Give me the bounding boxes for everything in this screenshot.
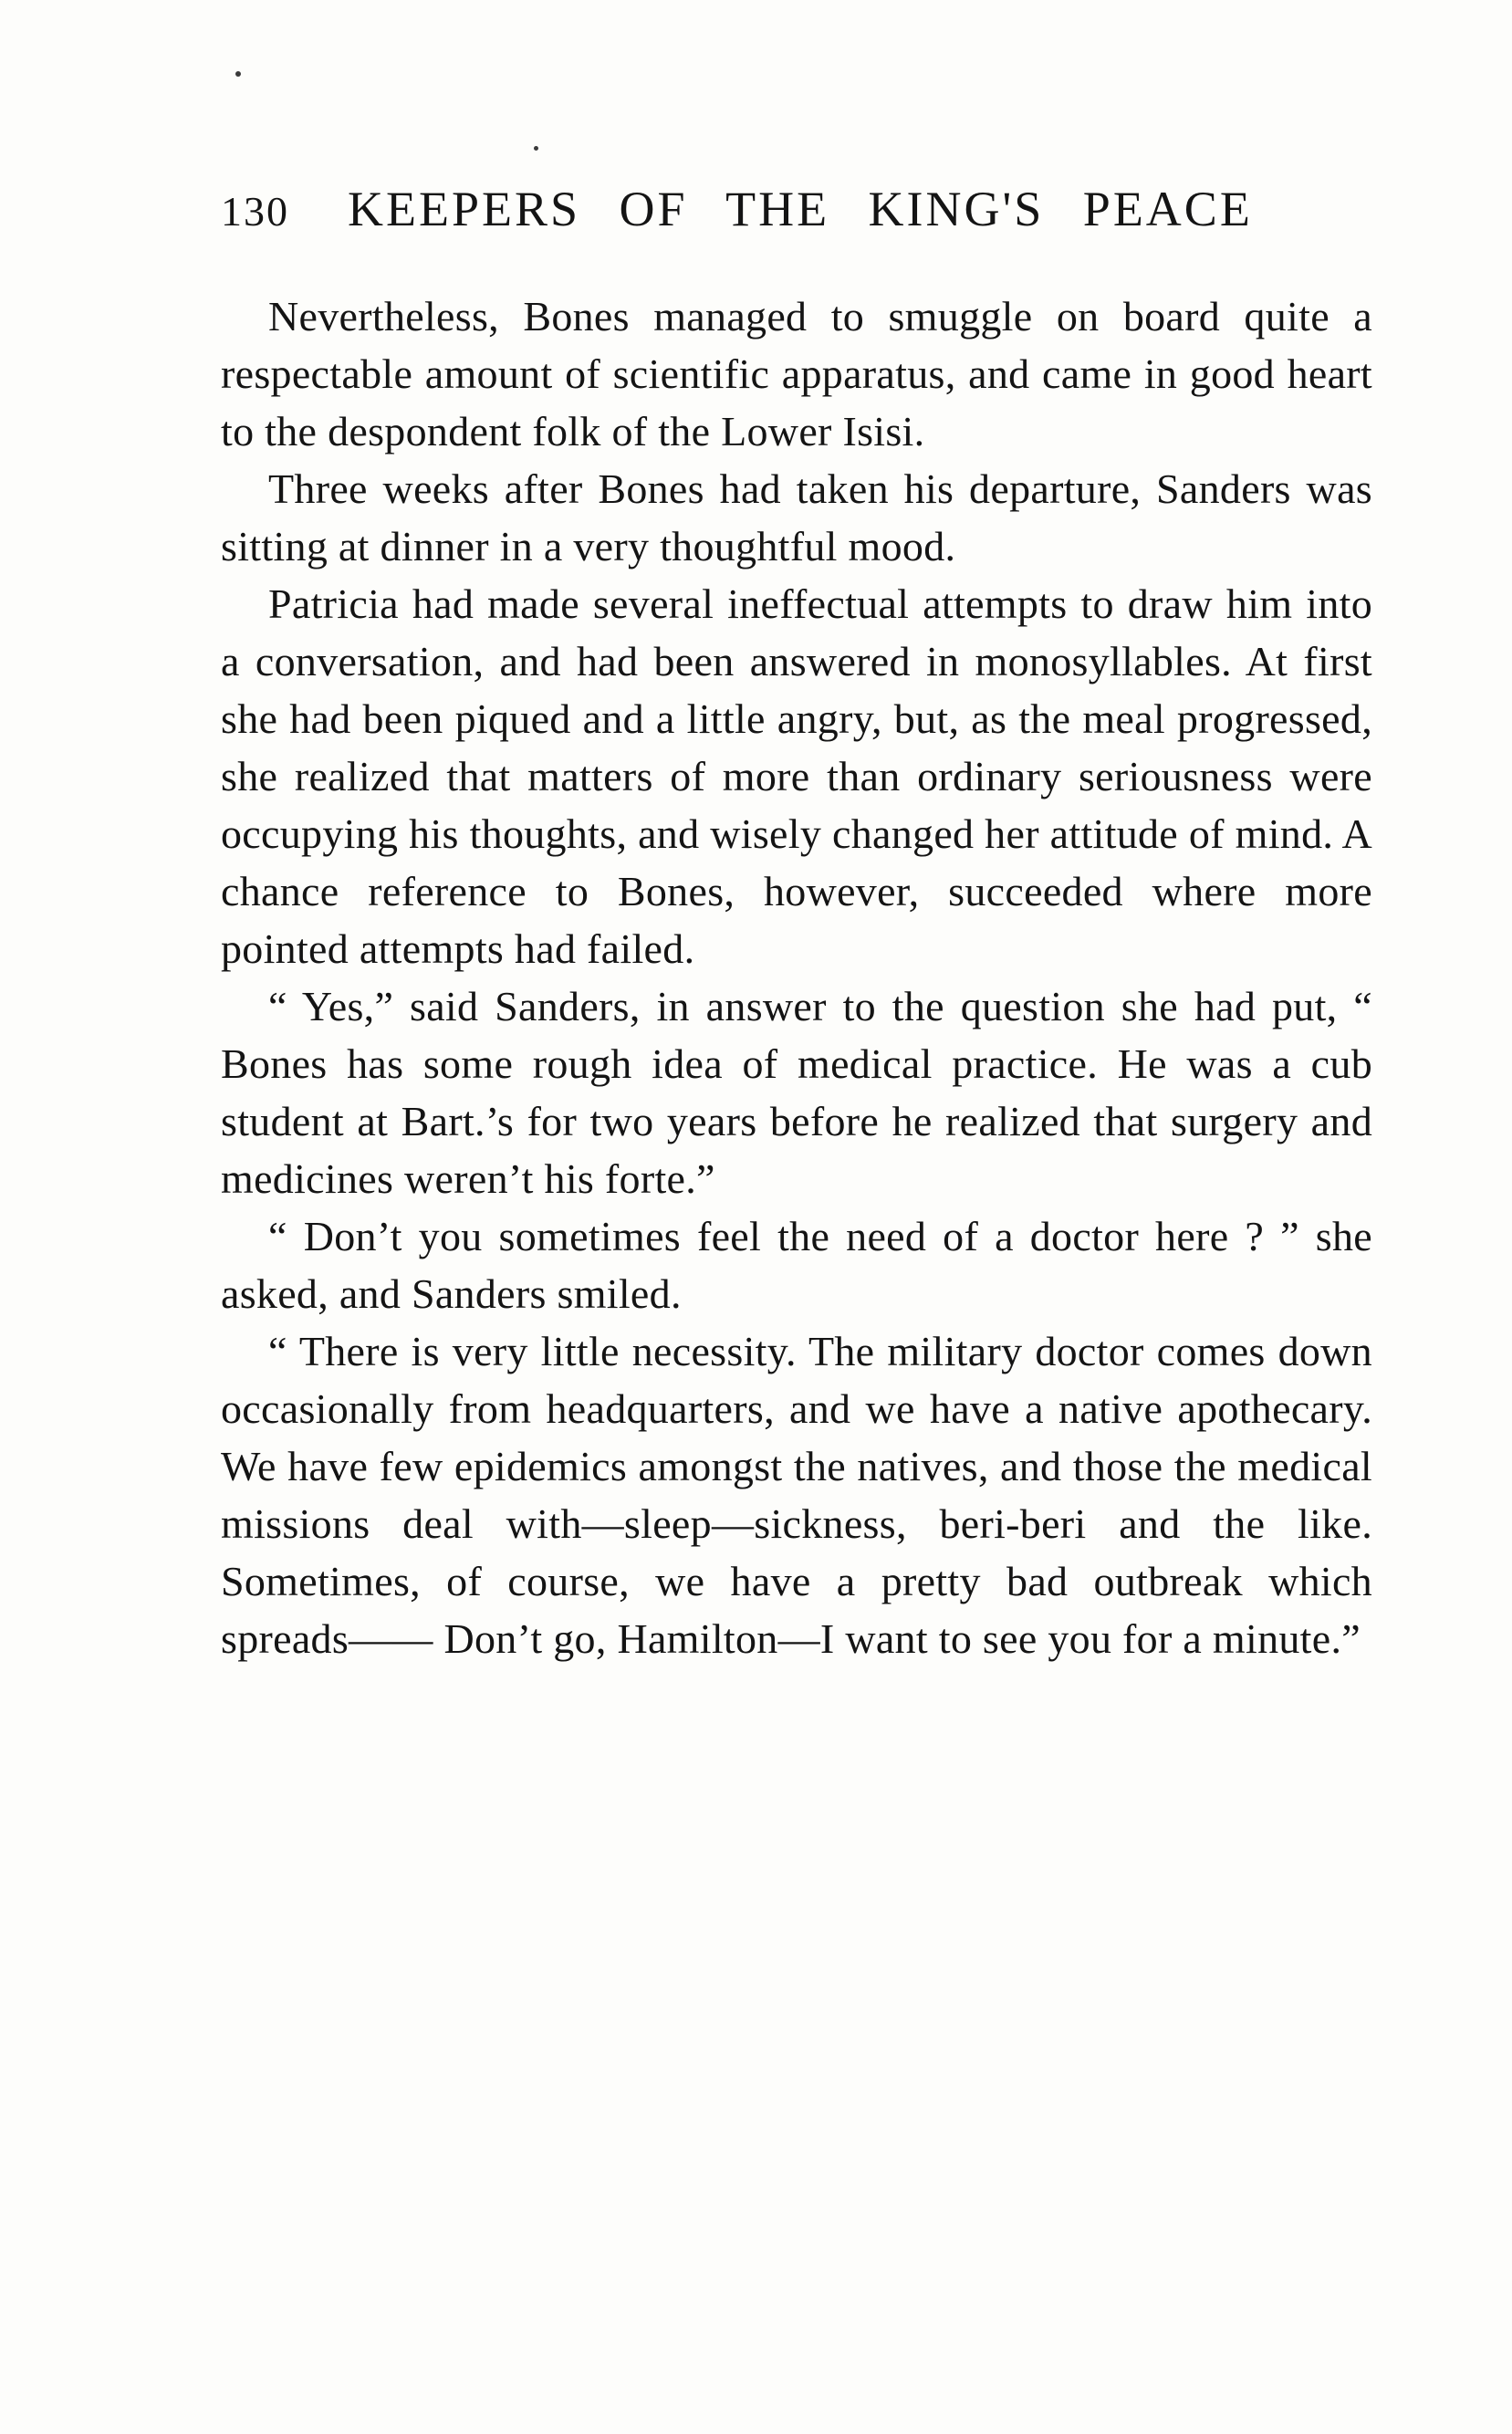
- page-number: 130: [221, 188, 289, 235]
- paragraph: Three weeks after Bones had taken his departure, Sanders was sitting at dinner in a very thoughtful mood.: [221, 465, 1372, 569]
- running-title: KEEPERS OF THE KING'S PEACE: [348, 182, 1253, 236]
- page-header: [221, 181, 1378, 237]
- paragraph: “ Don’t you sometimes feel the need of a doctor here ? ” she asked, and Sanders smiled.: [221, 1213, 1372, 1317]
- paragraph: “ Yes,” said Sanders, in answer to the question she had put, “ Bones has some rough idea of medical practice. He was a cub student at Bart.’s for two years before he realized that surgery and medicines weren’t his forte.”: [221, 983, 1372, 1202]
- paragraph: “ There is very little necessity. The military doctor comes down occasionally from headquarters, and we have a native apothecary. We have few epidemics amongst the natives, and those the medical missions deal with—sleep—sickness, beri-beri and the like. Sometimes, of course, we have a pretty bad outbreak which spreads—— Don’t go, Hamilton—I want to see you for a minute.”: [221, 1328, 1372, 1662]
- scan-speck: [235, 71, 241, 77]
- paragraph: Nevertheless, Bones managed to smuggle on board quite a respectable amount of scientific apparatus, and came in good heart to the despondent folk of the Lower Isisi.: [221, 293, 1372, 454]
- scan-speck: [534, 146, 538, 151]
- paragraph: Patricia had made several ineffectual attempts to draw him into a conversation, and had been answered in monosyllables. At first she had been piqued and a little angry, but, as the meal progressed, she realized that matters of more than ordinary seriousness were occupying his thoughts, and wisely changed her attitude of mind. A chance reference to Bones, however, succeeded where more pointed attempts had failed.: [221, 580, 1372, 972]
- page-text: [221, 287, 1372, 1667]
